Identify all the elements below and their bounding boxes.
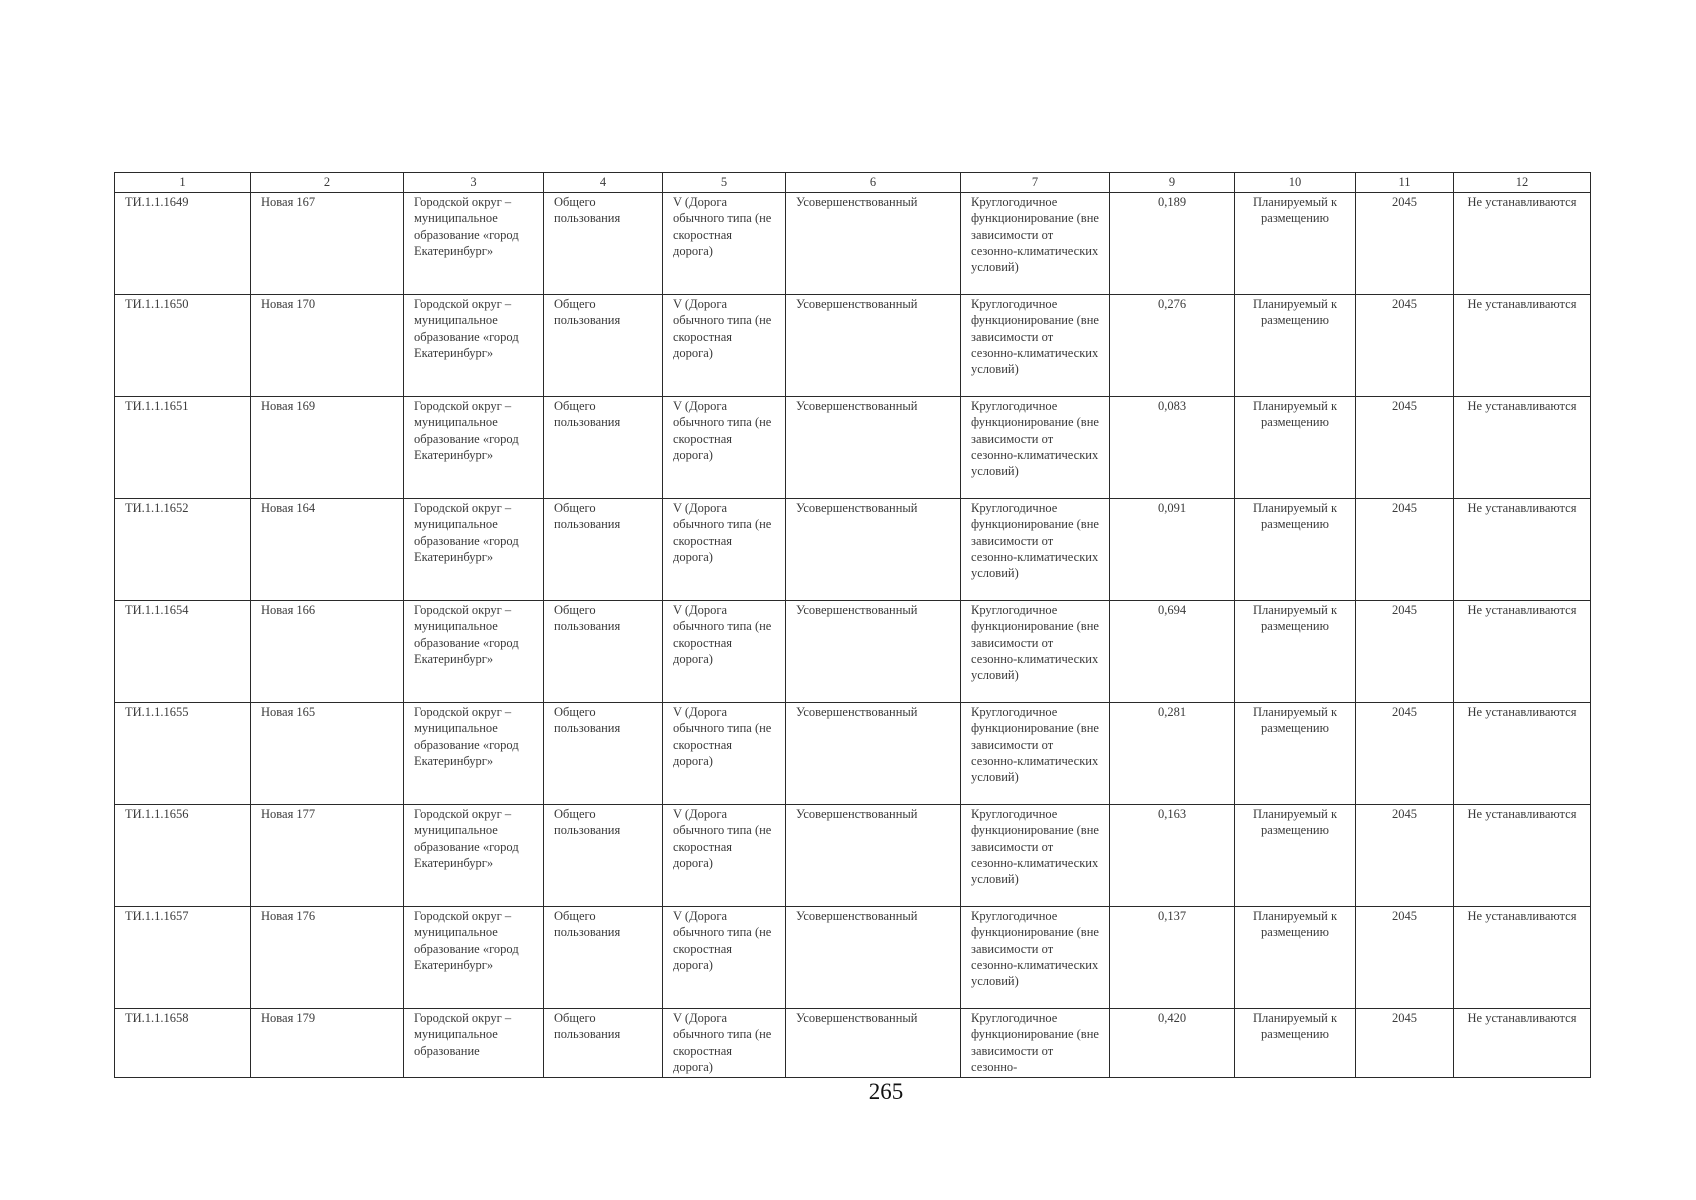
cell-status: Планируемый к размещению (1235, 805, 1356, 907)
cell-id: ТИ.1.1.1651 (115, 397, 251, 499)
cell-name: Новая 167 (251, 193, 404, 295)
table-row (115, 805, 1591, 907)
cell-purpose: Общего пользования (544, 805, 663, 907)
column-header: 4 (544, 173, 663, 193)
cell-zones: Не устанавливаются (1454, 805, 1591, 907)
table-row (115, 907, 1591, 1009)
cell-municipality: Городской округ – муниципальное образование «город Екатеринбург» (404, 703, 544, 805)
cell-surface: Усовершенствованный (786, 907, 961, 1009)
cell-name: Новая 166 (251, 601, 404, 703)
cell-purpose: Общего пользования (544, 703, 663, 805)
cell-category: V (Дорога обычного типа (не скоростная дорога) (663, 805, 786, 907)
cell-length: 0,091 (1110, 499, 1235, 601)
cell-category: V (Дорога обычного типа (не скоростная дорога) (663, 1009, 786, 1078)
table-row (115, 703, 1591, 805)
cell-municipality: Городской округ – муниципальное образование «город Екатеринбург» (404, 805, 544, 907)
cell-purpose: Общего пользования (544, 295, 663, 397)
header-row (115, 173, 1591, 193)
column-header: 10 (1235, 173, 1356, 193)
cell-surface: Усовершенствованный (786, 805, 961, 907)
cell-mode: Круглогодичное функционирование (вне зависимости от сезонно-климатических условий) (961, 805, 1110, 907)
cell-surface: Усовершенствованный (786, 601, 961, 703)
table-row (115, 295, 1591, 397)
cell-surface: Усовершенствованный (786, 499, 961, 601)
cell-length: 0,083 (1110, 397, 1235, 499)
cell-zones: Не устанавливаются (1454, 193, 1591, 295)
cell-id: ТИ.1.1.1658 (115, 1009, 251, 1078)
cell-year: 2045 (1356, 499, 1454, 601)
column-header: 7 (961, 173, 1110, 193)
cell-status: Планируемый к размещению (1235, 193, 1356, 295)
table-row (115, 1009, 1591, 1078)
cell-mode: Круглогодичное функционирование (вне зависимости от сезонно-климатических условий) (961, 601, 1110, 703)
cell-surface: Усовершенствованный (786, 397, 961, 499)
cell-length: 0,163 (1110, 805, 1235, 907)
cell-length: 0,189 (1110, 193, 1235, 295)
cell-name: Новая 165 (251, 703, 404, 805)
cell-surface: Усовершенствованный (786, 193, 961, 295)
cell-municipality: Городской округ – муниципальное образование «город Екатеринбург» (404, 499, 544, 601)
cell-status: Планируемый к размещению (1235, 1009, 1356, 1078)
cell-zones: Не устанавливаются (1454, 397, 1591, 499)
cell-id: ТИ.1.1.1649 (115, 193, 251, 295)
column-header: 11 (1356, 173, 1454, 193)
cell-year: 2045 (1356, 193, 1454, 295)
cell-municipality: Городской округ – муниципальное образование «город Екатеринбург» (404, 295, 544, 397)
cell-municipality: Городской округ – муниципальное образование «город Екатеринбург» (404, 193, 544, 295)
cell-purpose: Общего пользования (544, 397, 663, 499)
cell-municipality: Городской округ – муниципальное образование (404, 1009, 544, 1078)
cell-status: Планируемый к размещению (1235, 397, 1356, 499)
cell-id: ТИ.1.1.1652 (115, 499, 251, 601)
cell-zones: Не устанавливаются (1454, 907, 1591, 1009)
cell-year: 2045 (1356, 907, 1454, 1009)
column-header: 3 (404, 173, 544, 193)
cell-mode: Круглогодичное функционирование (вне зависимости от сезонно-климатических условий) (961, 907, 1110, 1009)
cell-category: V (Дорога обычного типа (не скоростная дорога) (663, 907, 786, 1009)
column-header: 5 (663, 173, 786, 193)
cell-name: Новая 179 (251, 1009, 404, 1078)
cell-zones: Не устанавливаются (1454, 499, 1591, 601)
cell-zones: Не устанавливаются (1454, 601, 1591, 703)
cell-purpose: Общего пользования (544, 1009, 663, 1078)
cell-year: 2045 (1356, 601, 1454, 703)
cell-surface: Усовершенствованный (786, 1009, 961, 1078)
table-row (115, 397, 1591, 499)
cell-id: ТИ.1.1.1650 (115, 295, 251, 397)
cell-id: ТИ.1.1.1657 (115, 907, 251, 1009)
column-header: 12 (1454, 173, 1591, 193)
cell-id: ТИ.1.1.1654 (115, 601, 251, 703)
cell-category: V (Дорога обычного типа (не скоростная дорога) (663, 703, 786, 805)
document-table (114, 172, 1591, 1078)
cell-purpose: Общего пользования (544, 601, 663, 703)
cell-name: Новая 169 (251, 397, 404, 499)
cell-category: V (Дорога обычного типа (не скоростная дорога) (663, 499, 786, 601)
cell-mode: Круглогодичное функционирование (вне зависимости от сезонно-климатических условий) (961, 397, 1110, 499)
cell-length: 0,276 (1110, 295, 1235, 397)
cell-id: ТИ.1.1.1656 (115, 805, 251, 907)
cell-purpose: Общего пользования (544, 907, 663, 1009)
page-number: 265 (868, 1079, 904, 1104)
cell-length: 0,420 (1110, 1009, 1235, 1078)
cell-zones: Не устанавливаются (1454, 703, 1591, 805)
cell-purpose: Общего пользования (544, 499, 663, 601)
cell-year: 2045 (1356, 1009, 1454, 1078)
cell-category: V (Дорога обычного типа (не скоростная дорога) (663, 397, 786, 499)
cell-mode: Круглогодичное функционирование (вне зависимости от сезонно-климатических условий) (961, 193, 1110, 295)
cell-year: 2045 (1356, 703, 1454, 805)
column-header: 9 (1110, 173, 1235, 193)
cell-surface: Усовершенствованный (786, 295, 961, 397)
cell-mode: Круглогодичное функционирование (вне зависимости от сезонно-климатических условий) (961, 499, 1110, 601)
cell-year: 2045 (1356, 397, 1454, 499)
cell-municipality: Городской округ – муниципальное образование «город Екатеринбург» (404, 397, 544, 499)
cell-surface: Усовершенствованный (786, 703, 961, 805)
table-row (115, 601, 1591, 703)
cell-municipality: Городской округ – муниципальное образование «город Екатеринбург» (404, 601, 544, 703)
column-header: 1 (115, 173, 251, 193)
cell-length: 0,694 (1110, 601, 1235, 703)
cell-year: 2045 (1356, 805, 1454, 907)
cell-status: Планируемый к размещению (1235, 703, 1356, 805)
cell-status: Планируемый к размещению (1235, 295, 1356, 397)
cell-zones: Не устанавливаются (1454, 1009, 1591, 1078)
cell-category: V (Дорога обычного типа (не скоростная дорога) (663, 193, 786, 295)
cell-category: V (Дорога обычного типа (не скоростная дорога) (663, 295, 786, 397)
cell-length: 0,281 (1110, 703, 1235, 805)
column-header: 2 (251, 173, 404, 193)
column-header: 6 (786, 173, 961, 193)
cell-mode: Круглогодичное функционирование (вне зависимости от сезонно-климатических условий) (961, 295, 1110, 397)
cell-status: Планируемый к размещению (1235, 499, 1356, 601)
cell-status: Планируемый к размещению (1235, 907, 1356, 1009)
cell-purpose: Общего пользования (544, 193, 663, 295)
cell-name: Новая 177 (251, 805, 404, 907)
cell-year: 2045 (1356, 295, 1454, 397)
table-row (115, 193, 1591, 295)
cell-zones: Не устанавливаются (1454, 295, 1591, 397)
cell-name: Новая 164 (251, 499, 404, 601)
cell-mode: Круглогодичное функционирование (вне зависимости от сезонно-климатических условий) (961, 703, 1110, 805)
cell-id: ТИ.1.1.1655 (115, 703, 251, 805)
cell-mode: Круглогодичное функционирование (вне зависимости от сезонно- (961, 1009, 1110, 1078)
cell-municipality: Городской округ – муниципальное образование «город Екатеринбург» (404, 907, 544, 1009)
table-row (115, 499, 1591, 601)
cell-status: Планируемый к размещению (1235, 601, 1356, 703)
cell-name: Новая 170 (251, 295, 404, 397)
cell-name: Новая 176 (251, 907, 404, 1009)
cell-length: 0,137 (1110, 907, 1235, 1009)
cell-category: V (Дорога обычного типа (не скоростная дорога) (663, 601, 786, 703)
